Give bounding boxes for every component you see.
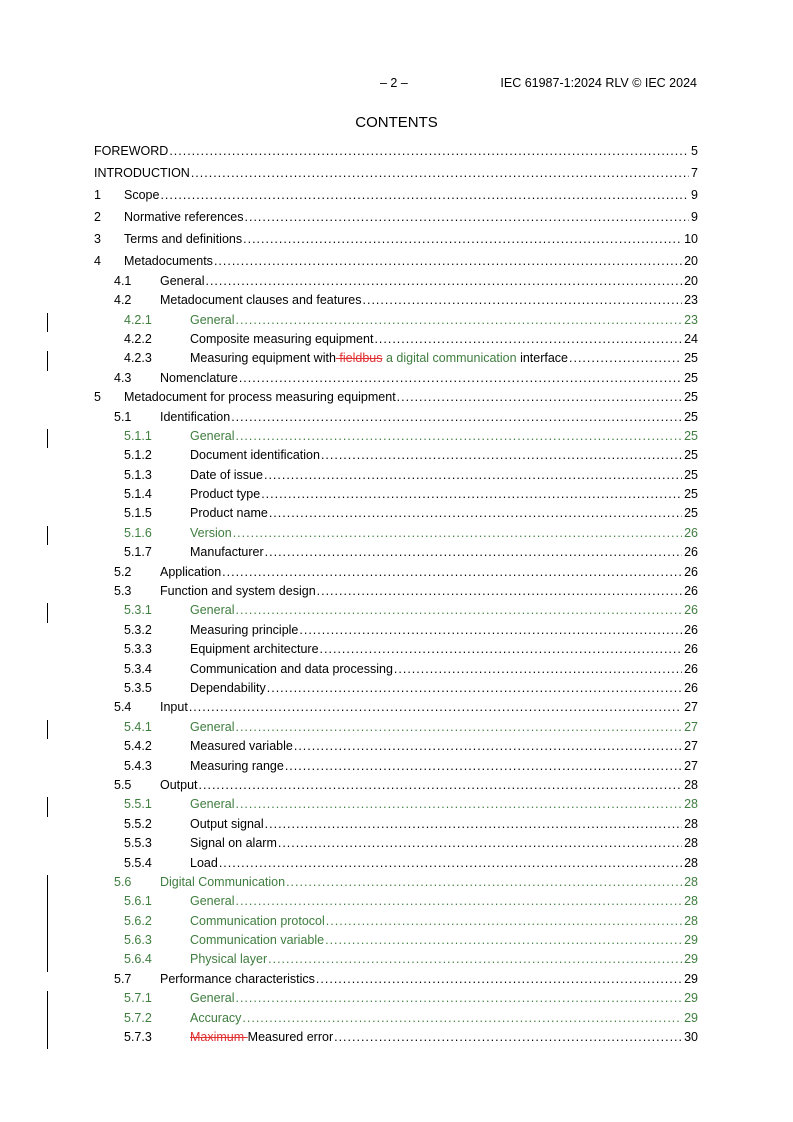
toc-entry-5-1-6[interactable] <box>94 526 698 545</box>
toc-entry-title: Application <box>160 564 222 579</box>
toc-entry-page: 29 <box>684 971 698 986</box>
toc-entry-page: 26 <box>684 680 698 695</box>
toc-entry-2[interactable] <box>94 210 698 229</box>
leader-dots <box>235 894 682 908</box>
toc-entry-5-3-1[interactable] <box>94 603 698 622</box>
toc-entry-5-6-4[interactable] <box>94 952 698 971</box>
toc-entry-title: Document identification <box>190 448 320 463</box>
toc-entry-page: 28 <box>684 913 698 928</box>
toc-entry-introduction[interactable] <box>94 166 698 185</box>
toc-entry-number: 4.2.1 <box>124 312 152 327</box>
leader-dots <box>199 778 683 792</box>
toc-entry-title: General <box>190 312 235 327</box>
leader-dots <box>321 448 682 462</box>
toc-entry-page: 30 <box>684 1030 698 1045</box>
toc-entry-page: 27 <box>684 758 698 773</box>
toc-entry-title: Load <box>190 855 218 870</box>
toc-entry-page: 9 <box>691 210 698 225</box>
toc-entry-title: Measuring principle <box>190 622 299 637</box>
deleted-text: Maximum <box>190 1030 248 1045</box>
change-bar <box>47 894 48 913</box>
toc-entry-title: Nomenclature <box>160 370 238 385</box>
toc-entry-number: 5.5.3 <box>124 836 152 851</box>
toc-entry-number: 5.5 <box>114 777 132 792</box>
toc-entry-title: Digital Communication <box>160 874 286 889</box>
toc-entry-page: 26 <box>684 545 698 560</box>
toc-entry-title: Signal on alarm <box>190 836 277 851</box>
toc-entry-number: 5.3.3 <box>124 642 152 657</box>
toc-entry-5-1-2[interactable] <box>94 448 698 467</box>
leader-dots <box>189 700 682 714</box>
toc-entry-number: 2 <box>94 210 101 225</box>
leader-dots <box>294 739 682 753</box>
toc-entry-title: General <box>190 603 235 618</box>
toc-entry-5-7-1[interactable] <box>94 991 698 1010</box>
toc-entry-page: 29 <box>684 933 698 948</box>
toc-entry-title: Scope <box>124 188 160 203</box>
toc-entry-title: Product type <box>190 487 261 502</box>
toc-entry-4-2[interactable] <box>94 293 698 312</box>
leader-dots <box>267 681 682 695</box>
toc-entry-5-6-2[interactable] <box>94 914 698 933</box>
toc-entry-number: 5.4 <box>114 700 132 715</box>
toc-entry-number: 5.1 <box>114 409 132 424</box>
toc-entry-3[interactable] <box>94 232 698 251</box>
toc-entry-5-5[interactable] <box>94 778 698 797</box>
toc-entry-number: 5.3.2 <box>124 622 152 637</box>
toc-entry-5-7[interactable] <box>94 972 698 991</box>
toc-entry-title: General <box>190 428 235 443</box>
leader-dots <box>235 991 682 1005</box>
toc-entry-page: 23 <box>684 293 698 308</box>
toc-entry-number: 5.4.2 <box>124 739 152 754</box>
toc-entry-number: 5.6 <box>114 874 132 889</box>
toc-entry-number: 1 <box>94 188 101 203</box>
toc-entry-page: 25 <box>684 428 698 443</box>
toc-entry-number: 4 <box>94 254 101 269</box>
toc-entry-title: Physical layer <box>190 952 268 967</box>
toc-entry-page: 24 <box>684 331 698 346</box>
toc-entry-title: Communication protocol <box>190 913 325 928</box>
change-bar <box>47 914 48 933</box>
toc-entry-5-4-1[interactable] <box>94 720 698 739</box>
leader-dots <box>235 797 682 811</box>
toc-entry-title: Metadocument for process measuring equipment <box>124 390 396 405</box>
leader-dots <box>299 623 682 637</box>
toc-entry-number: 5.1.3 <box>124 467 152 482</box>
toc-entry-page: 25 <box>684 506 698 521</box>
toc-entry-page: 25 <box>684 467 698 482</box>
change-bar <box>47 991 48 1010</box>
toc-entry-4-2-3[interactable] <box>94 351 698 370</box>
toc-entry-5-1-1[interactable] <box>94 429 698 448</box>
toc-entry-page: 28 <box>684 836 698 851</box>
toc-entry-5-1-7[interactable] <box>94 545 698 564</box>
toc-entry-number: 3 <box>94 232 101 247</box>
toc-entry-5-3-4[interactable] <box>94 662 698 681</box>
toc-entry-number: 5.3.5 <box>124 680 152 695</box>
toc-entry-number: 5.5.4 <box>124 855 152 870</box>
toc-entry-5-5-4[interactable] <box>94 856 698 875</box>
toc-title: CONTENTS <box>355 114 438 131</box>
toc-entry-title: General <box>190 991 235 1006</box>
toc-entry-5-4-3[interactable] <box>94 759 698 778</box>
toc-entry-page: 23 <box>684 312 698 327</box>
leader-dots <box>265 545 682 559</box>
toc-entry-4-2-1[interactable] <box>94 313 698 332</box>
toc-entry-page: 25 <box>684 448 698 463</box>
toc-entry-number: 5.1.2 <box>124 448 152 463</box>
leader-dots <box>397 390 682 404</box>
toc-entry-page: 28 <box>684 874 698 889</box>
toc-entry-number: 5.6.3 <box>124 933 152 948</box>
toc-entry-title: Input <box>160 700 188 715</box>
toc-entry-5-4[interactable] <box>94 700 698 719</box>
toc-entry-title: Output <box>160 777 198 792</box>
leader-dots <box>394 662 682 676</box>
leader-dots <box>205 274 682 288</box>
toc-entry-page: 28 <box>684 797 698 812</box>
toc-entry-page: 28 <box>684 777 698 792</box>
toc-entry-title: Version <box>190 525 232 540</box>
leader-dots <box>325 933 682 947</box>
toc-entry-page: 25 <box>684 487 698 502</box>
toc-entry-title: Identification <box>160 409 231 424</box>
toc-entry-number: 5.4.3 <box>124 758 152 773</box>
toc-entry-page: 29 <box>684 991 698 1006</box>
toc-entry-page: 25 <box>684 351 698 366</box>
toc-entry-5-3-5[interactable] <box>94 681 698 700</box>
toc-entry-number: 5.6.4 <box>124 952 152 967</box>
toc-entry-number: 5.7.2 <box>124 1010 152 1025</box>
toc-entry-4[interactable] <box>94 254 698 273</box>
toc-entry-page: 27 <box>684 739 698 754</box>
toc-entry-page: 26 <box>684 661 698 676</box>
toc-entry-page: 27 <box>684 719 698 734</box>
toc-entry-1[interactable] <box>94 188 698 207</box>
leader-dots <box>278 836 682 850</box>
toc-entry-title: INTRODUCTION <box>94 166 190 181</box>
leader-dots <box>245 210 690 224</box>
change-bar <box>47 351 48 370</box>
toc-entry-4-1[interactable] <box>94 274 698 293</box>
toc-entry-title: Date of issue <box>190 467 263 482</box>
toc-entry-title: FOREWORD <box>94 144 169 158</box>
toc-entry-number: 5.7.3 <box>124 1030 152 1045</box>
leader-dots <box>243 232 682 246</box>
document-id: IEC 61987-1:2024 RLV © IEC 2024 <box>500 76 697 90</box>
toc-entry-page: 28 <box>684 816 698 831</box>
toc-entry-number: 5.3 <box>114 584 132 599</box>
toc-entry-5-5-1[interactable] <box>94 797 698 816</box>
toc-entry-number: 5.3.1 <box>124 603 152 618</box>
toc-entry-5-1-5[interactable] <box>94 506 698 525</box>
change-bar <box>47 933 48 952</box>
leader-dots <box>235 429 682 443</box>
toc-entry-page: 26 <box>684 525 698 540</box>
change-bar <box>47 797 48 816</box>
toc-entry-5-3[interactable] <box>94 584 698 603</box>
leader-dots <box>268 952 682 966</box>
leader-dots <box>235 313 682 327</box>
leader-dots <box>239 371 682 385</box>
leader-dots <box>269 506 682 520</box>
leader-dots <box>235 720 682 734</box>
toc-entry-5-5-3[interactable] <box>94 836 698 855</box>
leader-dots <box>231 410 682 424</box>
leader-dots <box>233 526 682 540</box>
leader-dots <box>326 914 682 928</box>
toc-entry-page: 20 <box>684 273 698 288</box>
change-bar <box>47 952 48 971</box>
toc-entry-page: 26 <box>684 564 698 579</box>
title-text: Measured error <box>247 1030 334 1045</box>
toc-entry-page: 28 <box>684 855 698 870</box>
leader-dots <box>191 166 689 180</box>
toc-entry-title: General <box>190 719 235 734</box>
leader-dots <box>160 188 689 202</box>
change-bar <box>47 1030 48 1049</box>
toc-entry-5-4-2[interactable] <box>94 739 698 758</box>
toc-entry-number: 4.1 <box>114 273 132 288</box>
toc-entry-title <box>190 351 568 365</box>
leader-dots <box>169 144 689 158</box>
toc-entry-5-5-2[interactable] <box>94 817 698 836</box>
toc-entry-title: Measuring range <box>190 758 284 773</box>
toc-entry-5-2[interactable] <box>94 565 698 584</box>
leader-dots <box>265 817 682 831</box>
toc-entry-number: 5.1.1 <box>124 428 152 443</box>
change-bar <box>47 313 48 332</box>
change-bar <box>47 875 48 894</box>
change-bar <box>47 526 48 545</box>
toc-entry-page: 25 <box>684 390 698 405</box>
change-bar <box>47 720 48 739</box>
leader-dots <box>235 603 682 617</box>
toc-entry-title: General <box>160 273 205 288</box>
toc-entry-title: Performance characteristics <box>160 971 315 986</box>
toc-entry-page: 29 <box>684 952 698 967</box>
title-text: interface <box>516 351 569 366</box>
toc-entry-number: 4.2 <box>114 293 132 308</box>
leader-dots <box>214 254 682 268</box>
toc-entry-5-1-3[interactable] <box>94 468 698 487</box>
toc-entry-number: 5.1.5 <box>124 506 152 521</box>
toc-entry-number: 4.2.3 <box>124 351 152 366</box>
leader-dots <box>264 468 682 482</box>
toc-entry-title: Terms and definitions <box>124 232 243 247</box>
toc-entry-page: 26 <box>684 642 698 657</box>
toc-entry-number: 5.1.6 <box>124 525 152 540</box>
toc-entry-number: 5.6.2 <box>124 913 152 928</box>
toc-entry-5-6[interactable] <box>94 875 698 894</box>
toc-entry-number: 5.7.1 <box>124 991 152 1006</box>
toc-entry-number: 5.1.7 <box>124 545 152 560</box>
toc-entry-5-6-1[interactable] <box>94 894 698 913</box>
toc-entry-title: Communication and data processing <box>190 661 393 676</box>
toc-entry-title: Measured variable <box>190 739 293 754</box>
toc-entry-5[interactable] <box>94 390 698 409</box>
toc-entry-number: 5 <box>94 390 101 405</box>
toc-entry-4-2-2[interactable] <box>94 332 698 351</box>
leader-dots <box>374 332 682 346</box>
toc-entry-number: 5.6.1 <box>124 894 152 909</box>
toc-entry-title: Manufacturer <box>190 545 264 560</box>
leader-dots <box>286 875 682 889</box>
toc-entry-number: 5.2 <box>114 564 132 579</box>
change-bar <box>47 603 48 622</box>
toc-entry-page: 20 <box>684 254 698 269</box>
toc-entry-5-7-3[interactable] <box>94 1030 698 1049</box>
toc-entry-page: 26 <box>684 622 698 637</box>
toc-entry-5-3-2[interactable] <box>94 623 698 642</box>
toc-entry-page: 26 <box>684 584 698 599</box>
leader-dots <box>363 293 683 307</box>
leader-dots <box>316 972 682 986</box>
toc-entry-title: Accuracy <box>190 1010 242 1025</box>
toc-entry-number: 4.2.2 <box>124 331 152 346</box>
change-bar <box>47 1011 48 1030</box>
toc-entry-page: 7 <box>691 166 698 181</box>
toc-entry-number: 5.1.4 <box>124 487 152 502</box>
toc-entry-page: 27 <box>684 700 698 715</box>
toc-entry-page: 28 <box>684 894 698 909</box>
leader-dots <box>320 642 683 656</box>
toc-entry-title: Normative references <box>124 210 244 225</box>
toc-entry-title: Output signal <box>190 816 264 831</box>
toc-entry-5-7-2[interactable] <box>94 1011 698 1030</box>
toc-entry-title: Function and system design <box>160 584 316 599</box>
toc-entry-foreword[interactable] <box>94 144 698 163</box>
toc-entry-5-1[interactable] <box>94 410 698 429</box>
page-header <box>0 76 793 92</box>
deleted-text: fieldbus <box>335 351 383 366</box>
toc-entry-number: 5.3.4 <box>124 661 152 676</box>
leader-dots <box>569 351 682 365</box>
toc-entry-title: Equipment architecture <box>190 642 319 657</box>
table-of-contents <box>94 144 698 1049</box>
toc-entry-title <box>190 1030 333 1044</box>
toc-entry-title: Product name <box>190 506 268 521</box>
toc-entry-page: 25 <box>684 370 698 385</box>
toc-entry-page: 29 <box>684 1010 698 1025</box>
toc-entry-5-3-3[interactable] <box>94 642 698 661</box>
toc-entry-number: 4.3 <box>114 370 132 385</box>
toc-entry-title: General <box>190 894 235 909</box>
toc-entry-title: Metadocuments <box>124 254 213 269</box>
toc-entry-title: Metadocument clauses and features <box>160 293 362 308</box>
toc-entry-5-1-4[interactable] <box>94 487 698 506</box>
leader-dots <box>242 1011 682 1025</box>
toc-entry-number: 5.4.1 <box>124 719 152 734</box>
toc-entry-5-6-3[interactable] <box>94 933 698 952</box>
leader-dots <box>334 1030 682 1044</box>
toc-entry-4-3[interactable] <box>94 371 698 390</box>
toc-entry-page: 10 <box>684 232 698 247</box>
page-number: – 2 – <box>380 76 408 90</box>
leader-dots <box>222 565 682 579</box>
title-text: Measuring equipment with <box>190 351 336 366</box>
change-bar <box>47 429 48 448</box>
leader-dots <box>285 759 682 773</box>
toc-entry-number: 5.7 <box>114 971 132 986</box>
toc-entry-page: 5 <box>691 144 698 158</box>
toc-entry-title: Dependability <box>190 680 266 695</box>
leader-dots <box>219 856 682 870</box>
inserted-text: a digital communication <box>382 351 517 366</box>
toc-entry-title: Communication variable <box>190 933 325 948</box>
toc-entry-title: Composite measuring equipment <box>190 331 374 346</box>
toc-entry-page: 25 <box>684 409 698 424</box>
leader-dots <box>317 584 682 598</box>
toc-entry-title: General <box>190 797 235 812</box>
toc-entry-number: 5.5.1 <box>124 797 152 812</box>
toc-entry-number: 5.5.2 <box>124 816 152 831</box>
leader-dots <box>261 487 682 501</box>
toc-entry-page: 9 <box>691 188 698 203</box>
toc-entry-page: 26 <box>684 603 698 618</box>
